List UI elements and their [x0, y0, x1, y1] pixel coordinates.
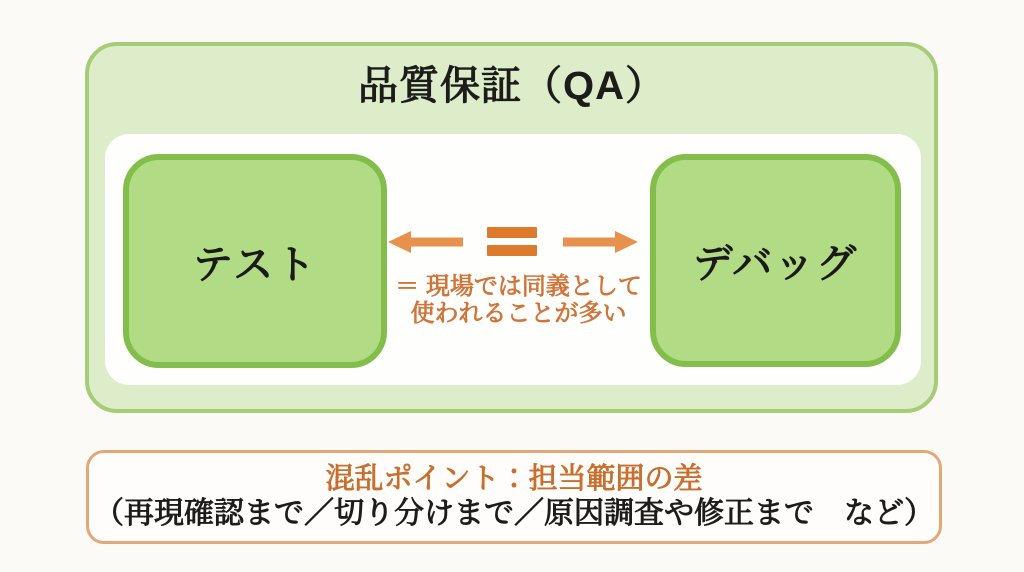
equals-icon [487, 227, 537, 256]
left-arrow-shape [388, 231, 463, 253]
equivalence-note [367, 273, 670, 327]
equivalence-note-line1: ＝ 現場では同義として [395, 273, 642, 300]
right-arrow-shape [563, 231, 638, 253]
debug-box-label: デバッグ [692, 242, 859, 286]
equals-bottom-bar [487, 245, 537, 256]
confusion-box [86, 450, 942, 544]
qa-group-title: 品質保証（QA） [358, 64, 666, 108]
debug-box [650, 154, 901, 367]
confusion-detail: （再現確認まで／切り分けまで／原因調査や修正まで など） [94, 497, 934, 530]
confusion-title: 混乱ポイント：担当範囲の差 [325, 463, 703, 495]
test-box-label: テスト [192, 242, 318, 287]
equivalence-note-line2: 使われることが多い [410, 300, 627, 327]
equals-top-bar [487, 227, 537, 238]
right-arrow-icon [563, 229, 638, 255]
left-arrow-icon [388, 229, 463, 255]
test-box [123, 154, 387, 368]
